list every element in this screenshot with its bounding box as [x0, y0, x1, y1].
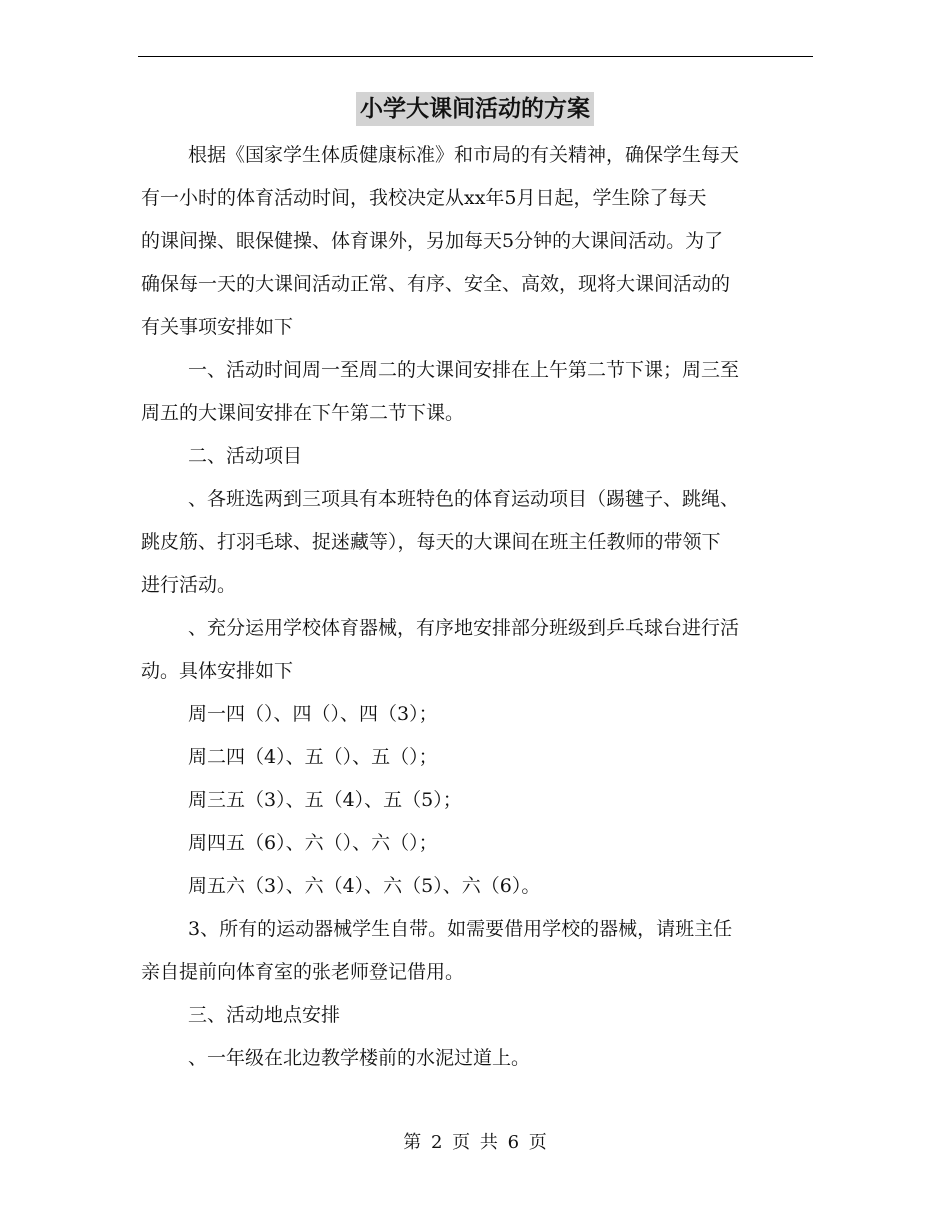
document-body [141, 134, 821, 1080]
paragraph-equipment: 、充分运用学校体育器械，有序地安排部分班级到乒乓球台进行活 动。具体安排如下 [141, 617, 740, 682]
schedule-wednesday: 周三五（3）、五（4）、五（5）； [188, 789, 462, 811]
paragraph-intro: 根据《国家学生体质健康标准》和市局的有关精神，确保学生每天 有一小时的体育活动时间，我校决定从xx年5月日起，学生除了每天 的课间操、眼保健操、体育课外，另加每天5分钟的大课间活动。为了 确保每一天的大课间活动正常、有序、安全、高效，现将大课间活动的 有关事项安排如下 [141, 144, 740, 338]
paragraph-activity-time: 一、活动时间周一至周二的大课间安排在上午第二节下课；周三至 周五的大课间安排在下午第二节下课。 [141, 359, 740, 424]
paragraph-class-items: 、各班选两到三项具有本班特色的体育运动项目（踢毽子、跳绳、 跳皮筋、打羽毛球、捉迷藏等），每天的大课间在班主任教师的带领下 进行活动。 [141, 488, 740, 596]
schedule-thursday: 周四五（6）、六（）、六（）； [188, 832, 438, 854]
document-title: 小学大课间活动的方案 [356, 92, 594, 126]
page-number: 第 2 页 共 6 页 [403, 1132, 547, 1153]
paragraph-equipment-borrowing: 3、所有的运动器械学生自带。如需要借用学校的器械，请班主任 亲自提前向体育室的张老师登记借用。 [141, 918, 733, 983]
schedule-friday: 周五六（3）、六（4）、六（5）、六（6）。 [188, 875, 541, 897]
header-rule [138, 56, 813, 57]
paragraph-first-grade-location: 、一年级在北边教学楼前的水泥过道上。 [188, 1047, 531, 1069]
section-heading-activity-items: 二、活动项目 [188, 445, 303, 467]
schedule-monday: 周一四（）、四（）、四（3）； [188, 703, 438, 725]
title-container [0, 92, 950, 126]
schedule-tuesday: 周二四（4）、五（）、五（）； [188, 746, 438, 768]
section-heading-location: 三、活动地点安排 [188, 1004, 341, 1026]
